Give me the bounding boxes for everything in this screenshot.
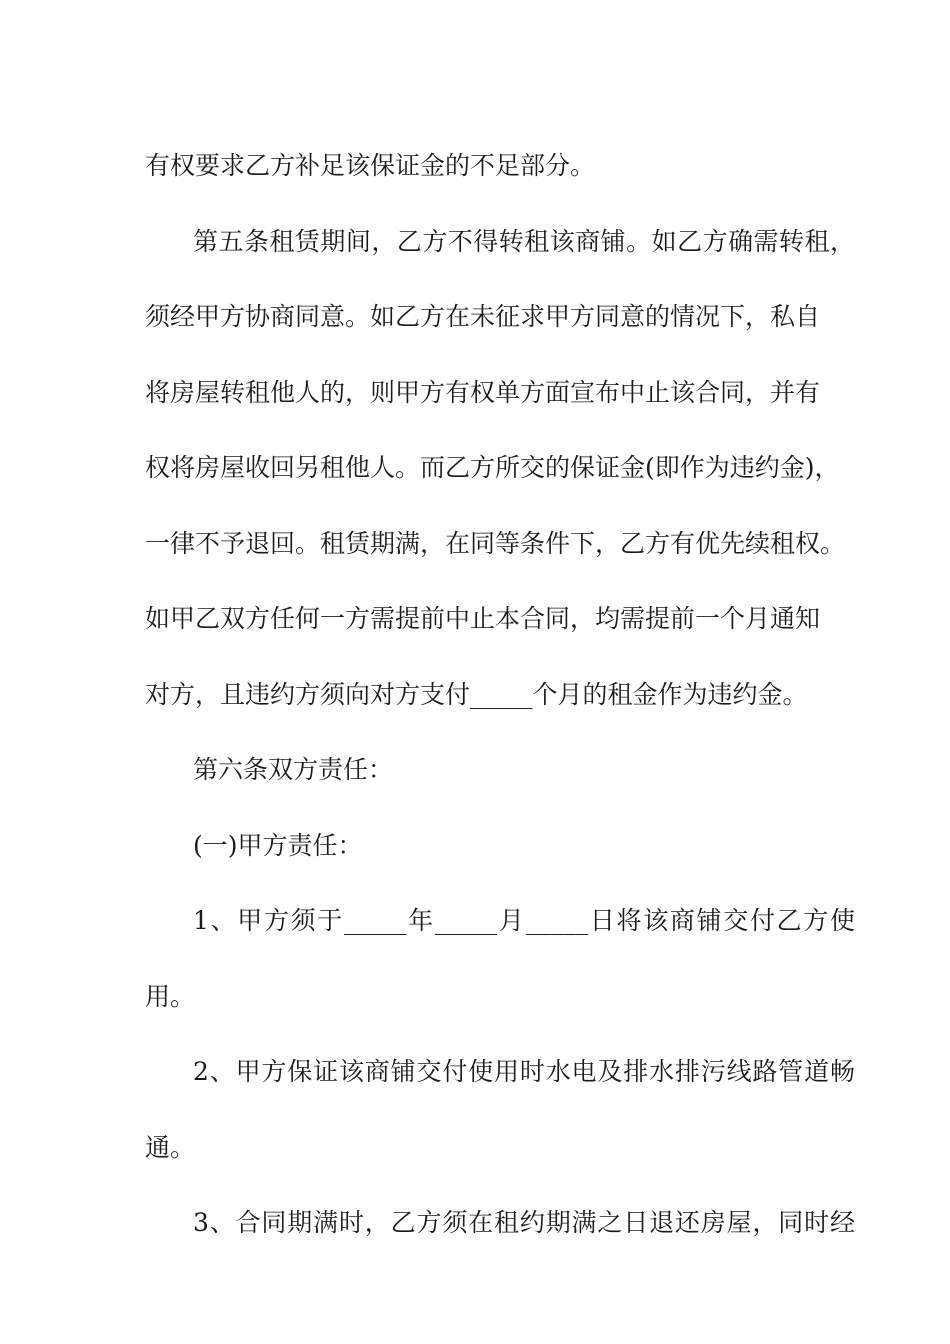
paragraph-line: 将房屋转租他人的，则甲方有权单方面宣布中止该合同，并有 xyxy=(145,377,821,407)
clause-3-line: 3、合同期满时，乙方须在租约期满之日退还房屋，同时经 xyxy=(193,1208,855,1237)
article-6-heading: 第六条双方责任： xyxy=(193,755,394,784)
paragraph-line: 对方，且违约方须向对方支付_____个月的租金作为违约金。 xyxy=(145,679,808,709)
section-party-a-heading: (一)甲方责任： xyxy=(193,830,363,860)
article-5-heading-line: 第五条租赁期间，乙方不得转租该商铺。如乙方确需转租， xyxy=(193,226,855,256)
clause-1-continuation: 用。 xyxy=(145,981,196,1011)
paragraph-line: 须经甲方协商同意。如乙方在未征求甲方同意的情况下，私自 xyxy=(145,302,821,331)
paragraph-line: 一律不予退回。租赁期满，在同等条件下，乙方有优先续租权。 xyxy=(145,528,846,558)
clause-2-continuation: 通。 xyxy=(145,1132,196,1162)
clause-1-line: 1、甲方须于_____年_____月_____日将该商铺交付乙方使 xyxy=(193,906,855,935)
clause-2-line: 2、甲方保证该商铺交付使用时水电及排水排污线路管道畅 xyxy=(193,1057,855,1086)
paragraph-line: 有权要求乙方补足该保证金的不足部分。 xyxy=(145,151,596,180)
paragraph-line: 如甲乙双方任何一方需提前中止本合同，均需提前一个月通知 xyxy=(145,604,821,633)
paragraph-line: 权将房屋收回另租他人。而乙方所交的保证金(即作为违约金)， xyxy=(145,453,840,482)
document-body xyxy=(145,128,855,1261)
